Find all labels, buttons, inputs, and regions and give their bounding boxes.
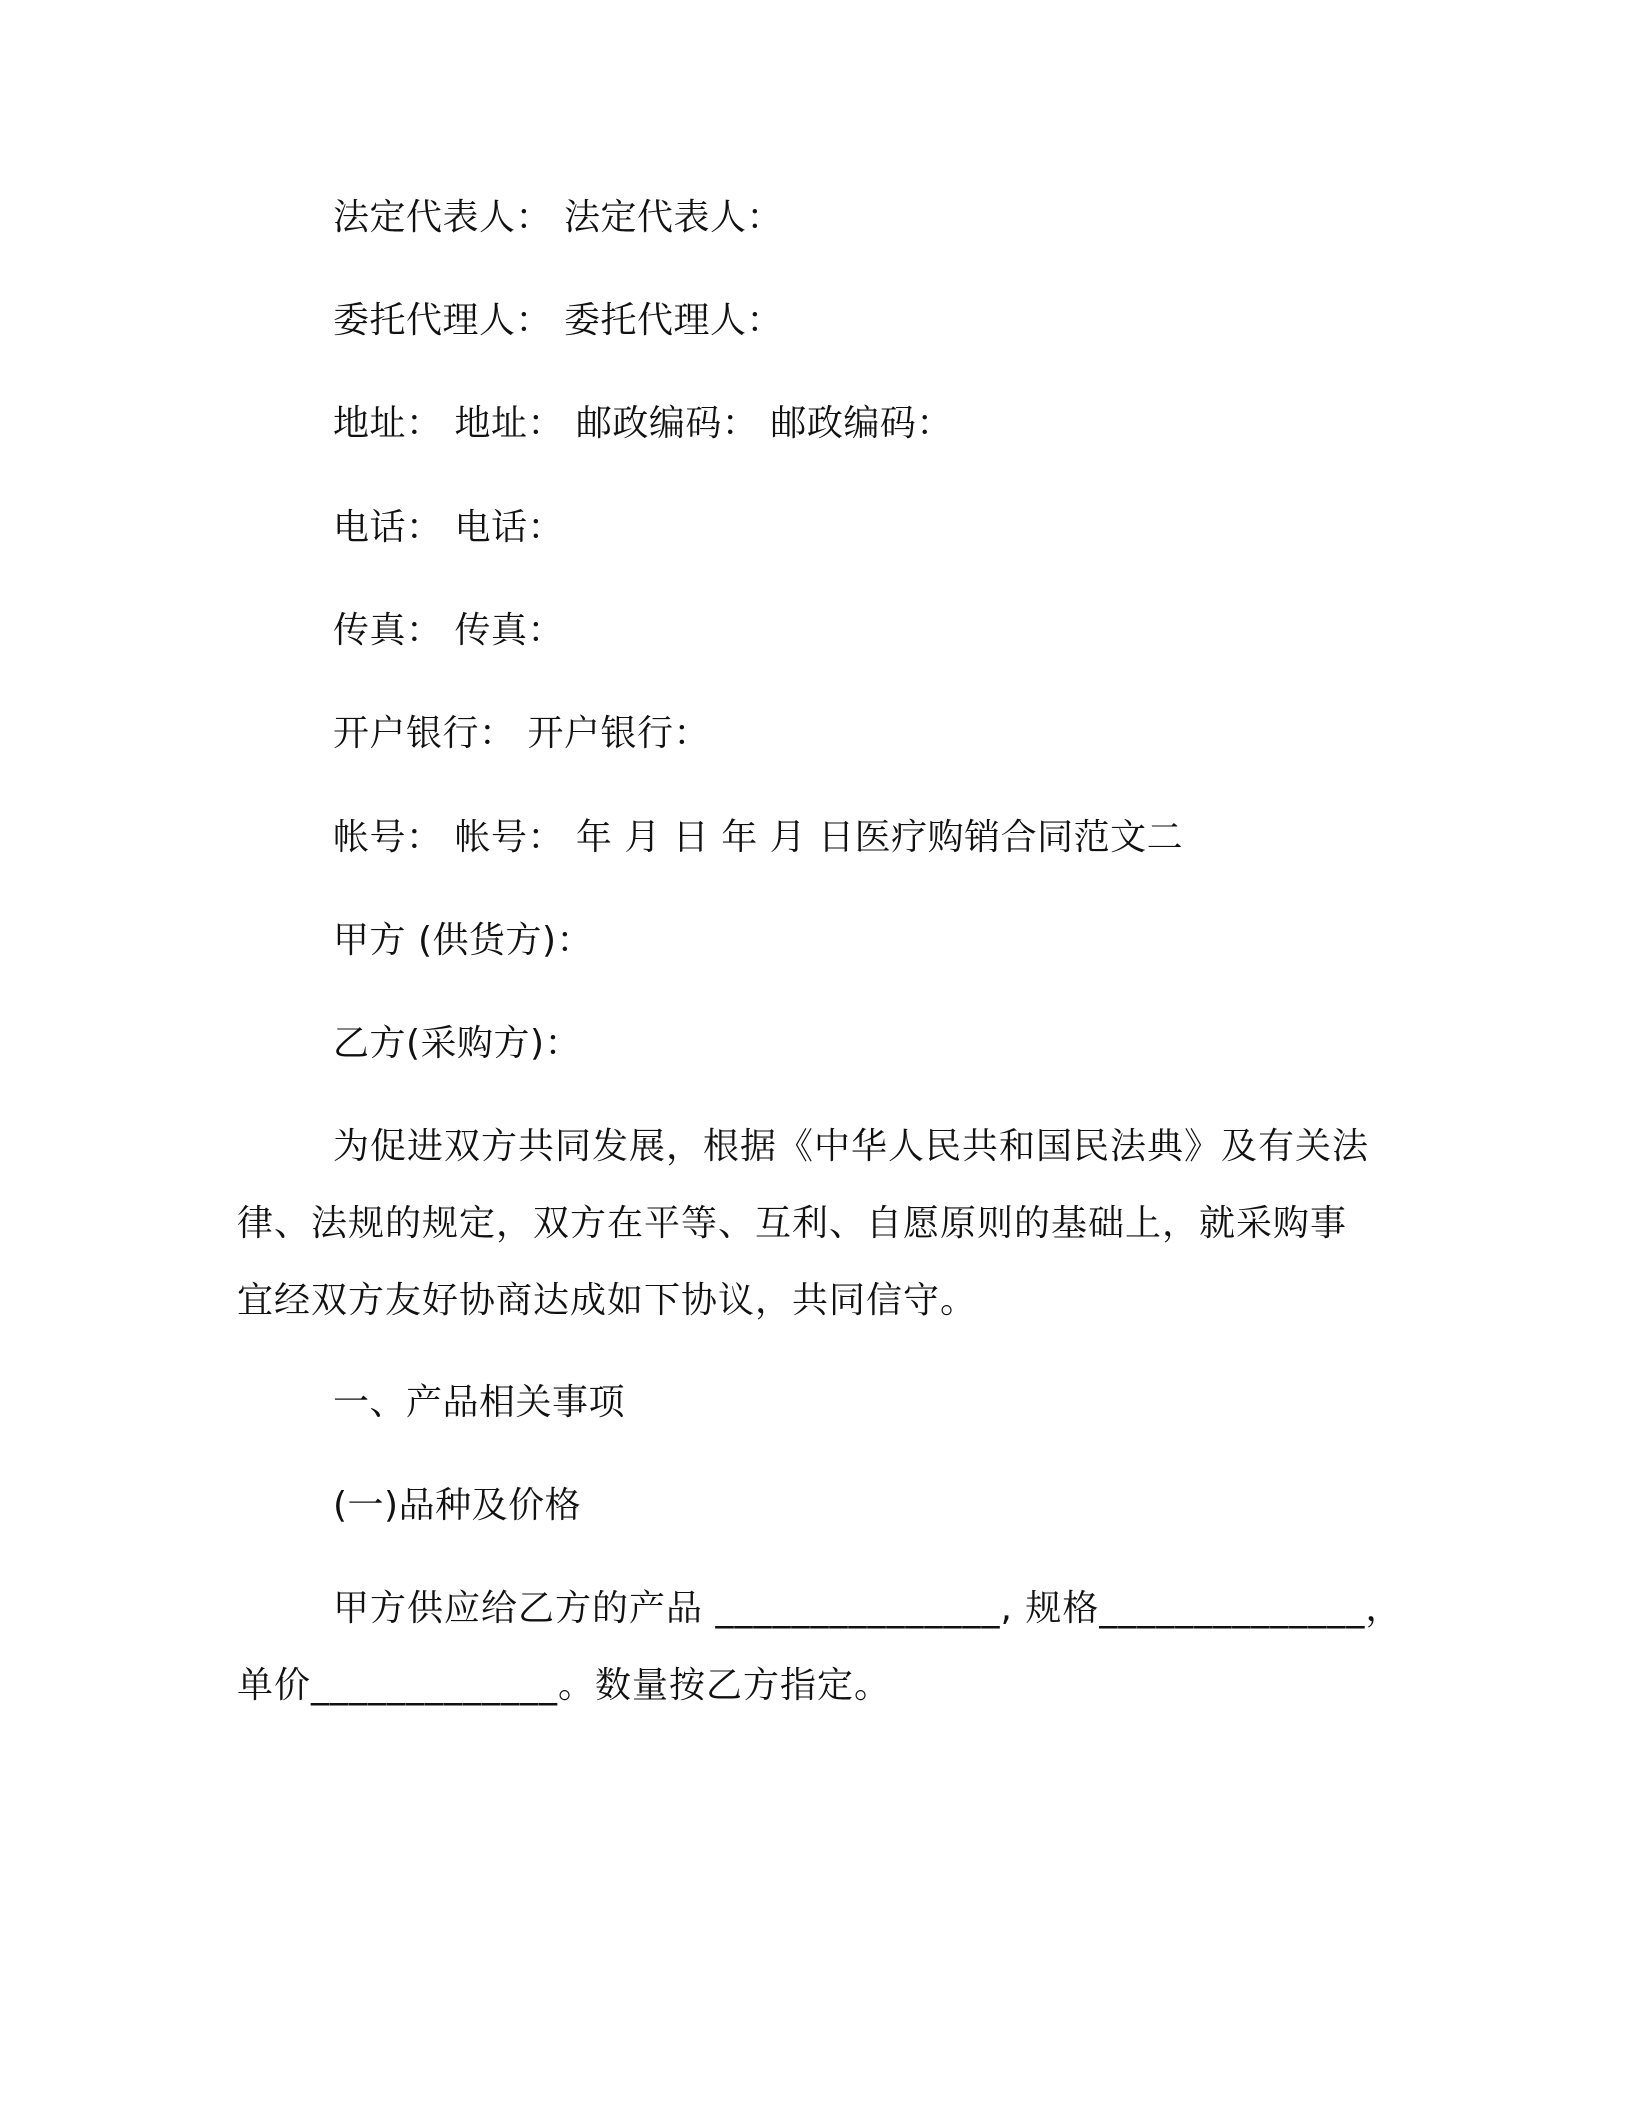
product-paragraph (237, 1570, 1403, 1724)
phone-line: 电话： 电话： (333, 507, 564, 548)
party-b-line: 乙方(采购方)： (333, 1023, 582, 1064)
product-line: 甲方供应给乙方的产品 _______________, 规格______________， (333, 1588, 1403, 1629)
intro-paragraph (237, 1108, 1397, 1339)
intro-line: 律、法规的规定，双方在平等、互利、自愿原则的基础上，就采购事 (237, 1203, 1348, 1244)
section-heading: 一、产品相关事项 (333, 1382, 626, 1423)
intro-line: 宜经双方友好协商达成如下协议，共同信守。 (237, 1280, 978, 1321)
account-date-title-line: 帐号： 帐号： 年 月 日 年 月 日医疗购销合同范文二 (333, 817, 1184, 858)
party-a-line: 甲方 (供货方)： (333, 920, 594, 961)
intro-line: 为促进双方共同发展，根据《中华人民共和国民法典》及有关法 (333, 1126, 1370, 1167)
authorized-agent-line: 委托代理人： 委托代理人： (333, 300, 783, 341)
legal-representative-line: 法定代表人： 法定代表人： (333, 197, 783, 238)
subsection-heading: (一)品种及价格 (333, 1485, 582, 1526)
address-postcode-line: 地址： 地址： 邮政编码： 邮政编码： (333, 403, 953, 444)
fax-line: 传真： 传真： (333, 610, 564, 651)
product-line: 单价_____________。数量按乙方指定。 (237, 1665, 892, 1706)
bank-line: 开户银行： 开户银行： (333, 713, 710, 754)
